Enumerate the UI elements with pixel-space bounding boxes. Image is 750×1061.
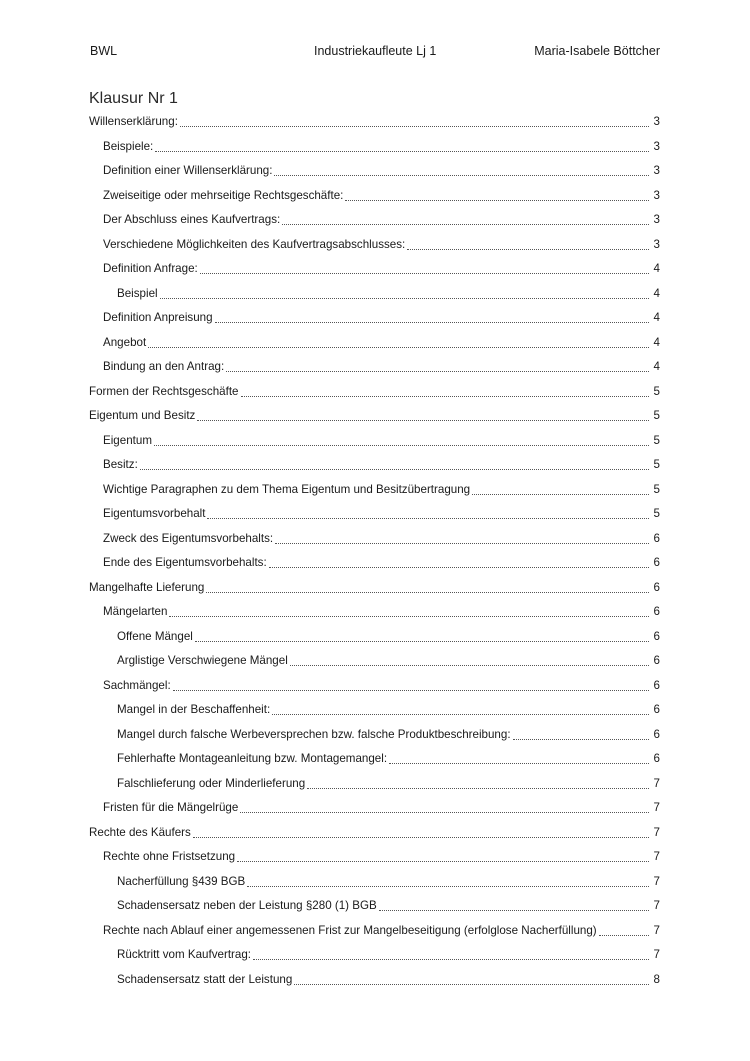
toc-entry[interactable] <box>89 208 660 233</box>
toc-page-number: 6 <box>653 678 660 692</box>
toc-page-number: 7 <box>653 801 660 815</box>
toc-entry-title: Beispiele: <box>103 139 154 153</box>
toc-dot-leader <box>195 641 649 642</box>
toc-entry-title: Der Abschluss eines Kaufvertrags: <box>103 213 281 227</box>
toc-dot-leader <box>294 984 649 985</box>
toc-entry-title: Verschiedene Möglichkeiten des Kaufvertragsabschlusses: <box>103 237 406 251</box>
toc-entry[interactable] <box>89 135 660 160</box>
toc-entry-title: Schadensersatz neben der Leistung §280 (1) BGB <box>117 899 377 913</box>
toc-entry[interactable] <box>89 502 660 527</box>
toc-entry[interactable] <box>89 968 660 993</box>
toc-entry[interactable] <box>89 331 660 356</box>
toc-dot-leader <box>290 665 649 666</box>
toc-entry[interactable] <box>89 870 660 895</box>
toc-entry-title: Offene Mängel <box>117 629 193 643</box>
toc-page-number: 4 <box>653 262 660 276</box>
toc-entry-title: Formen der Rechtsgeschäfte <box>89 384 239 398</box>
toc-entry[interactable] <box>89 625 660 650</box>
toc-page-number: 3 <box>653 188 660 202</box>
toc-dot-leader <box>154 445 649 446</box>
toc-entry-title: Mangel durch falsche Werbeversprechen bzw. falsche Produktbeschreibung: <box>117 727 511 741</box>
toc-dot-leader <box>472 494 649 495</box>
header-subject: BWL <box>90 44 118 58</box>
toc-entry-title: Angebot <box>103 335 147 349</box>
toc-page-number: 6 <box>653 531 660 545</box>
document-title: Klausur Nr 1 <box>89 90 178 107</box>
toc-page-number: 3 <box>653 237 660 251</box>
toc-entry[interactable] <box>89 919 660 944</box>
toc-dot-leader <box>173 690 649 691</box>
toc-page-number: 5 <box>653 482 660 496</box>
toc-dot-leader <box>215 322 649 323</box>
toc-dot-leader <box>206 592 649 593</box>
toc-entry-title: Bindung an den Antrag: <box>103 360 225 374</box>
toc-entry[interactable] <box>89 453 660 478</box>
toc-page-number: 4 <box>653 311 660 325</box>
toc-dot-leader <box>148 347 649 348</box>
toc-dot-leader <box>272 714 649 715</box>
toc-entry[interactable] <box>89 821 660 846</box>
toc-dot-leader <box>140 469 649 470</box>
toc-dot-leader <box>193 837 649 838</box>
toc-dot-leader <box>200 273 649 274</box>
toc-dot-leader <box>282 224 649 225</box>
toc-page-number: 6 <box>653 556 660 570</box>
toc-page-number: 3 <box>653 164 660 178</box>
toc-entry-title: Rechte des Käufers <box>89 825 191 839</box>
toc-page-number: 5 <box>653 458 660 472</box>
toc-dot-leader <box>247 886 649 887</box>
toc-entry-title: Eigentum und Besitz <box>89 409 196 423</box>
toc-entry-title: Arglistige Verschwiegene Mängel <box>117 654 288 668</box>
toc-entry[interactable] <box>89 355 660 380</box>
toc-entry-title: Sachmängel: <box>103 678 171 692</box>
toc-page-number: 7 <box>653 923 660 937</box>
toc-entry[interactable] <box>89 159 660 184</box>
toc-page-number: 7 <box>653 948 660 962</box>
toc-entry[interactable] <box>89 600 660 625</box>
toc-dot-leader <box>379 910 649 911</box>
toc-page-number: 8 <box>653 972 660 986</box>
toc-page-number: 7 <box>653 825 660 839</box>
toc-page-number: 6 <box>653 605 660 619</box>
toc-page-number: 6 <box>653 629 660 643</box>
toc-entry-title: Wichtige Paragraphen zu dem Thema Eigentum und Besitzübertragung <box>103 482 471 496</box>
toc-entry-title: Definition einer Willenserklärung: <box>103 164 273 178</box>
toc-dot-leader <box>155 151 649 152</box>
toc-dot-leader <box>241 396 649 397</box>
toc-entry[interactable] <box>89 894 660 919</box>
toc-entry[interactable] <box>89 943 660 968</box>
toc-page-number: 5 <box>653 507 660 521</box>
toc-entry[interactable] <box>89 747 660 772</box>
toc-page-number: 3 <box>653 115 660 129</box>
toc-entry-title: Willenserklärung: <box>89 115 178 129</box>
toc-entry[interactable] <box>89 429 660 454</box>
toc-entry-title: Mängelarten <box>103 605 168 619</box>
toc-entry[interactable] <box>89 404 660 429</box>
toc-entry-title: Rechte nach Ablauf einer angemessenen Frist zur Mangelbeseitigung (erfolglose Nacherfüllung) <box>103 923 597 937</box>
toc-entry-title: Ende des Eigentumsvorbehalts: <box>103 556 267 570</box>
header-class: Industriekaufleute Lj 1 <box>314 44 437 58</box>
toc-entry[interactable] <box>89 845 660 870</box>
toc-page-number: 6 <box>653 752 660 766</box>
toc-page-number: 4 <box>653 360 660 374</box>
toc-entry-title: Mangel in der Beschaffenheit: <box>117 703 271 717</box>
toc-page-number: 4 <box>653 286 660 300</box>
toc-page-number: 5 <box>653 433 660 447</box>
toc-dot-leader <box>274 175 649 176</box>
toc-page-number: 7 <box>653 776 660 790</box>
toc-page-number: 7 <box>653 874 660 888</box>
toc-dot-leader <box>345 200 649 201</box>
toc-entry-title: Definition Anpreisung <box>103 311 213 325</box>
toc-dot-leader <box>275 543 649 544</box>
toc-entry-title: Besitz: <box>103 458 138 472</box>
toc-page-number: 5 <box>653 384 660 398</box>
toc-entry[interactable] <box>89 551 660 576</box>
toc-entry-title: Eigentumsvorbehalt <box>103 507 206 521</box>
toc-entry-title: Rücktritt vom Kaufvertrag: <box>117 948 252 962</box>
toc-dot-leader <box>307 788 649 789</box>
toc-entry[interactable] <box>89 772 660 797</box>
toc-page-number: 7 <box>653 899 660 913</box>
toc-entry-title: Zweck des Eigentumsvorbehalts: <box>103 531 274 545</box>
toc-entry[interactable] <box>89 380 660 405</box>
toc-dot-leader <box>197 420 649 421</box>
toc-page-number: 5 <box>653 409 660 423</box>
toc-dot-leader <box>253 959 649 960</box>
toc-entry-title: Beispiel <box>117 286 158 300</box>
toc-dot-leader <box>389 763 649 764</box>
toc-entry-title: Mangelhafte Lieferung <box>89 580 205 594</box>
toc-entry-title: Falschlieferung oder Minderlieferung <box>117 776 306 790</box>
toc-entry[interactable] <box>89 257 660 282</box>
header-author: Maria-Isabele Böttcher <box>534 44 660 58</box>
toc-entry[interactable] <box>89 576 660 601</box>
toc-dot-leader <box>513 739 649 740</box>
toc-page-number: 4 <box>653 335 660 349</box>
toc-entry-title: Definition Anfrage: <box>103 262 198 276</box>
toc-dot-leader <box>169 616 649 617</box>
toc-dot-leader <box>226 371 649 372</box>
toc-entry-title: Nacherfüllung §439 BGB <box>117 874 246 888</box>
toc-dot-leader <box>160 298 649 299</box>
toc-entry[interactable] <box>89 110 660 135</box>
toc-entry[interactable] <box>89 282 660 307</box>
toc-entry[interactable] <box>89 796 660 821</box>
toc-entry[interactable] <box>89 184 660 209</box>
table-of-contents <box>89 110 660 992</box>
toc-page-number: 3 <box>653 139 660 153</box>
toc-dot-leader <box>240 812 649 813</box>
toc-entry[interactable] <box>89 649 660 674</box>
toc-page-number: 6 <box>653 727 660 741</box>
toc-page-number: 6 <box>653 580 660 594</box>
toc-dot-leader <box>269 567 649 568</box>
toc-dot-leader <box>407 249 649 250</box>
toc-entry[interactable] <box>89 723 660 748</box>
toc-entry[interactable] <box>89 674 660 699</box>
toc-entry[interactable] <box>89 527 660 552</box>
toc-dot-leader <box>599 935 649 936</box>
toc-dot-leader <box>180 126 649 127</box>
toc-page-number: 3 <box>653 213 660 227</box>
toc-entry-title: Schadensersatz statt der Leistung <box>117 972 293 986</box>
toc-entry[interactable] <box>89 478 660 503</box>
toc-entry-title: Zweiseitige oder mehrseitige Rechtsgeschäfte: <box>103 188 344 202</box>
toc-page-number: 7 <box>653 850 660 864</box>
toc-entry[interactable] <box>89 306 660 331</box>
toc-entry-title: Rechte ohne Fristsetzung <box>103 850 236 864</box>
toc-entry[interactable] <box>89 698 660 723</box>
toc-entry-title: Eigentum <box>103 433 152 447</box>
toc-page-number: 6 <box>653 703 660 717</box>
toc-entry[interactable] <box>89 233 660 258</box>
toc-dot-leader <box>207 518 649 519</box>
toc-dot-leader <box>237 861 649 862</box>
toc-entry-title: Fristen für die Mängelrüge <box>103 801 239 815</box>
toc-page-number: 6 <box>653 654 660 668</box>
toc-entry-title: Fehlerhafte Montageanleitung bzw. Montagemangel: <box>117 752 388 766</box>
page-header <box>90 44 660 64</box>
